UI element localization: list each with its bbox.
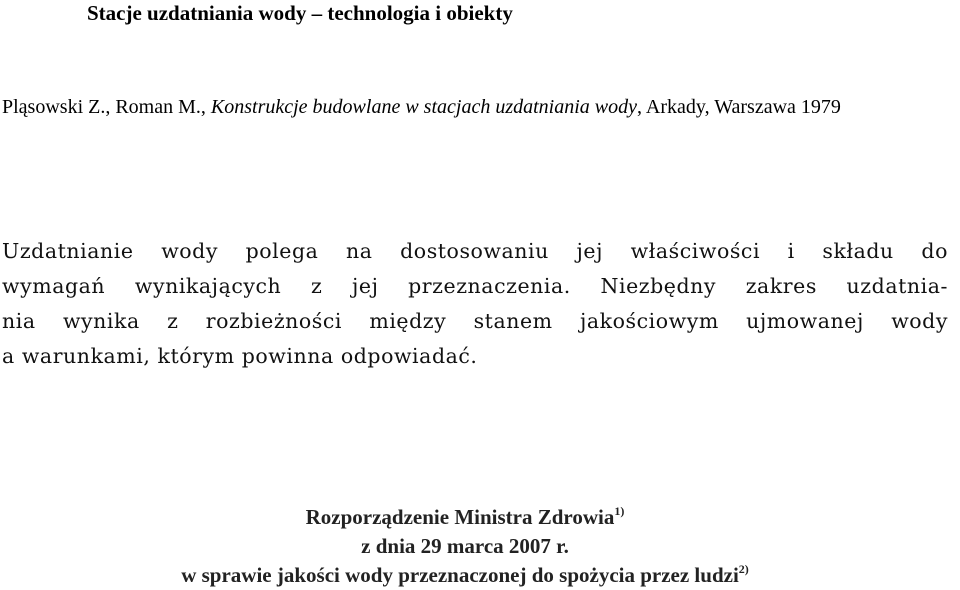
regulation-date: z dnia 29 marca 2007 r. xyxy=(361,534,569,558)
footnote-marker: 1) xyxy=(614,504,625,518)
citation-work-title: Konstrukcje budowlane w stacjach uzdatniania wody xyxy=(210,96,637,118)
scanned-paragraph xyxy=(2,234,948,374)
regulation-subject-line xyxy=(0,561,930,590)
paragraph-line: wymagań wynikających z jej przeznaczenia. Niezbędny zakres uzdatnia- xyxy=(2,274,948,298)
paragraph-line: nia wynika z rozbieżności między stanem jakościowym ujmowanej wody xyxy=(2,309,948,333)
footnote-marker: 2) xyxy=(738,562,749,576)
regulation-title-line xyxy=(0,503,930,532)
paragraph-line: a warunkami, którym powinna odpowiadać. xyxy=(2,344,478,368)
regulation-heading xyxy=(0,503,930,590)
citation-publisher: , Arkady, Warszawa 1979 xyxy=(637,96,841,118)
regulation-subject: w sprawie jakości wody przeznaczonej do spożycia przez ludzi xyxy=(181,563,739,587)
document-title: Stacje uzdatniania wody – technologia i obiekty xyxy=(87,1,513,25)
bibliographic-citation xyxy=(2,95,841,119)
paragraph-line: Uzdatnianie wody polega na dostosowaniu jej właściwości i składu do xyxy=(2,239,948,263)
regulation-title: Rozporządzenie Ministra Zdrowia xyxy=(305,505,615,529)
citation-authors: Pląsowski Z., Roman M., xyxy=(2,96,211,118)
